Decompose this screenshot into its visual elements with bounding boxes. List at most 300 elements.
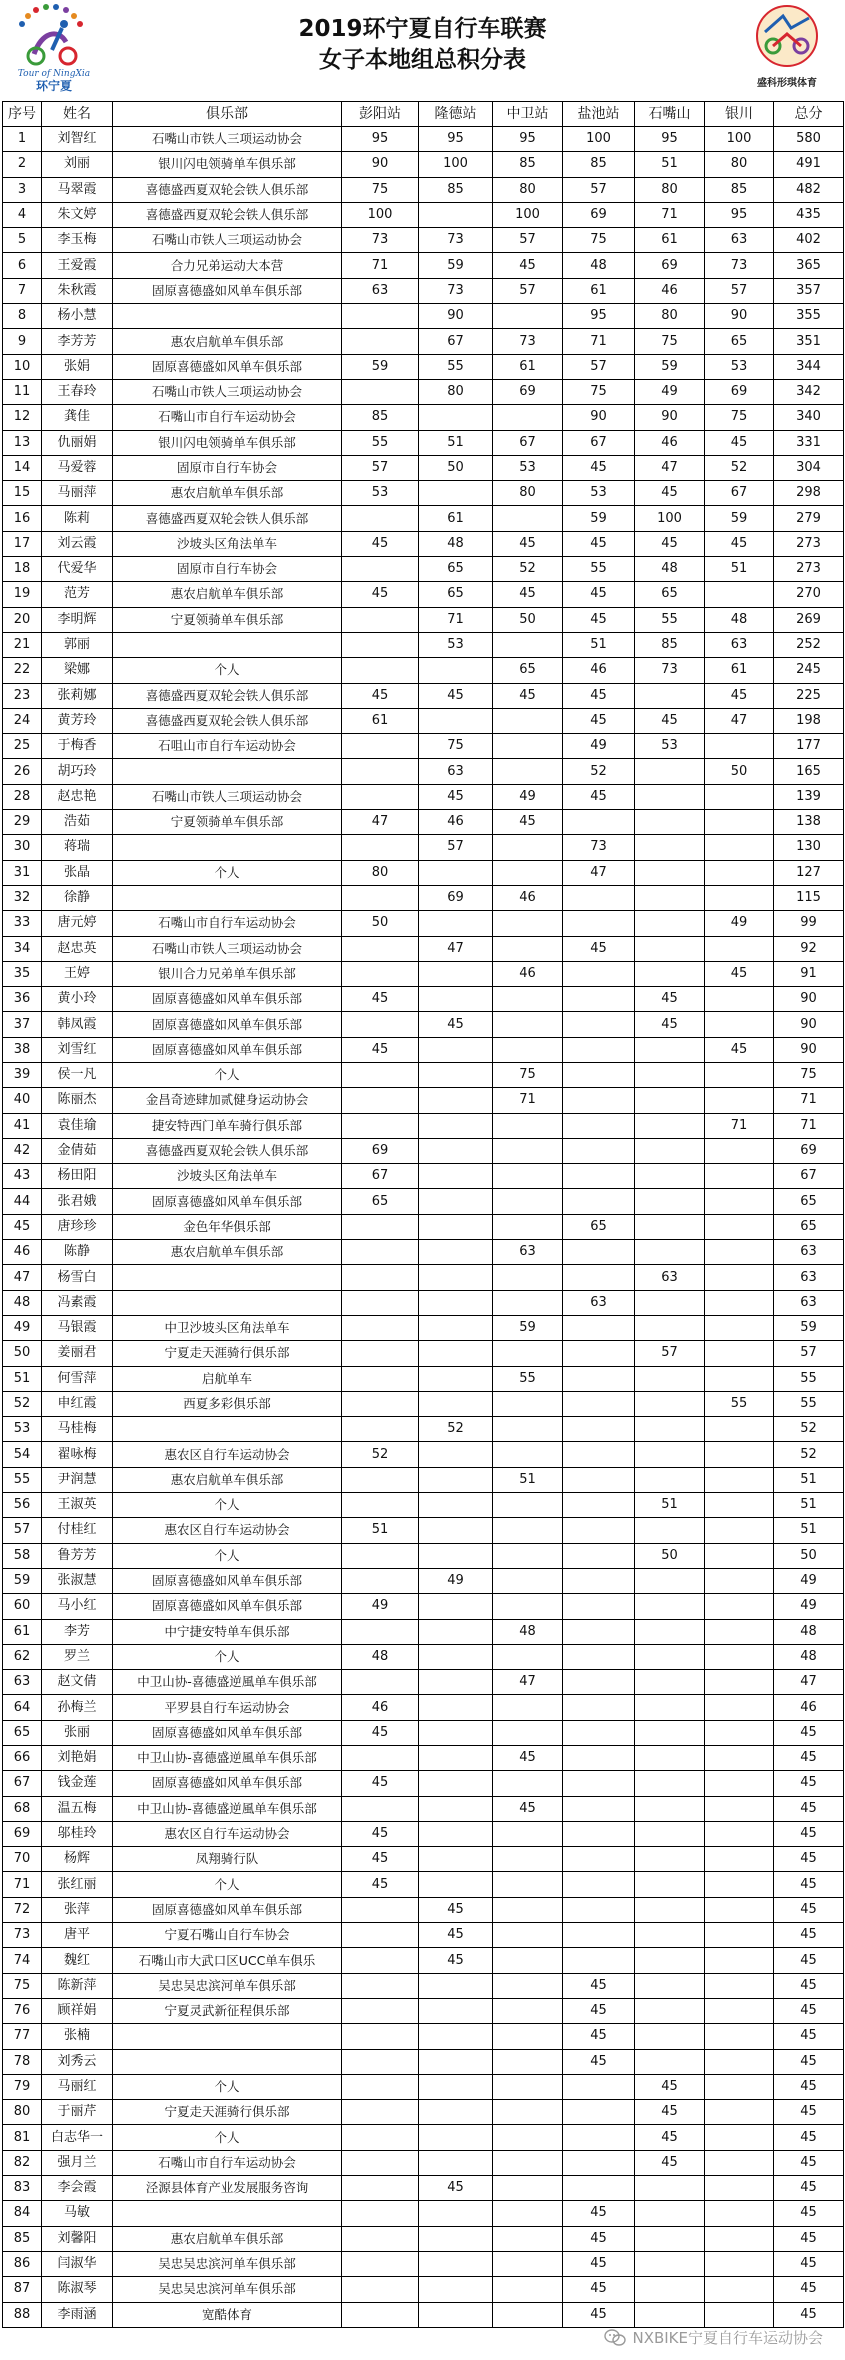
pengyang-cell — [342, 2049, 419, 2074]
table-row — [3, 987, 844, 1012]
longde-cell — [419, 1290, 493, 1315]
total-cell: 45 — [774, 1872, 844, 1897]
table-row — [3, 1088, 844, 1113]
pengyang-cell: 53 — [342, 481, 419, 506]
yinchuan-cell — [705, 1670, 774, 1695]
sponsor-logo-text: 盛科形琪体育 — [757, 78, 817, 89]
longde-cell: 45 — [419, 2176, 493, 2201]
rank-cell: 39 — [3, 1062, 42, 1087]
shizuishan-cell: 69 — [635, 253, 705, 278]
total-cell: 45 — [774, 1847, 844, 1872]
name-cell: 何雪萍 — [42, 1366, 113, 1391]
club-cell: 中卫山协-喜德盛逆風单车俱乐部 — [113, 1670, 342, 1695]
table-row — [3, 1644, 844, 1669]
zhongwei-cell — [493, 860, 563, 885]
club-cell: 喜德盛西夏双轮会铁人俱乐部 — [113, 506, 342, 531]
table-row — [3, 1189, 844, 1214]
shizuishan-cell: 51 — [635, 1493, 705, 1518]
name-cell: 唐珍珍 — [42, 1214, 113, 1239]
rank-cell: 21 — [3, 632, 42, 657]
shizuishan-cell — [635, 1872, 705, 1897]
longde-cell: 48 — [419, 531, 493, 556]
rank-cell: 43 — [3, 1164, 42, 1189]
longde-cell — [419, 2277, 493, 2302]
rank-cell: 72 — [3, 1897, 42, 1922]
yinchuan-cell: 50 — [705, 759, 774, 784]
total-cell: 45 — [774, 1821, 844, 1846]
pengyang-cell: 71 — [342, 253, 419, 278]
total-cell: 90 — [774, 987, 844, 1012]
shizuishan-cell: 75 — [635, 329, 705, 354]
name-cell: 侯一凡 — [42, 1062, 113, 1087]
name-cell: 马爱蓉 — [42, 455, 113, 480]
yinchuan-cell — [705, 1594, 774, 1619]
table-row — [3, 1240, 844, 1265]
name-cell: 张楠 — [42, 2024, 113, 2049]
yanchi-cell — [563, 1518, 635, 1543]
total-cell: 355 — [774, 304, 844, 329]
table-row — [3, 2024, 844, 2049]
rank-cell: 85 — [3, 2226, 42, 2251]
name-cell: 韩凤霞 — [42, 1012, 113, 1037]
total-cell: 63 — [774, 1290, 844, 1315]
club-cell: 惠农启航单车俱乐部 — [113, 481, 342, 506]
yinchuan-cell: 47 — [705, 708, 774, 733]
rank-cell: 46 — [3, 1240, 42, 1265]
table-row — [3, 734, 844, 759]
yanchi-cell: 45 — [563, 2049, 635, 2074]
shizuishan-cell — [635, 860, 705, 885]
yanchi-cell: 90 — [563, 405, 635, 430]
zhongwei-cell — [493, 1391, 563, 1416]
pengyang-cell: 52 — [342, 1442, 419, 1467]
yanchi-cell: 45 — [563, 708, 635, 733]
longde-cell — [419, 1872, 493, 1897]
total-cell: 351 — [774, 329, 844, 354]
shizuishan-cell: 45 — [635, 481, 705, 506]
longde-cell — [419, 481, 493, 506]
shizuishan-cell: 85 — [635, 632, 705, 657]
yanchi-cell: 45 — [563, 784, 635, 809]
total-cell: 92 — [774, 936, 844, 961]
shizuishan-cell — [635, 1037, 705, 1062]
rank-cell: 68 — [3, 1796, 42, 1821]
longde-cell — [419, 202, 493, 227]
yinchuan-cell — [705, 1493, 774, 1518]
yinchuan-cell: 63 — [705, 228, 774, 253]
club-cell: 吴忠吴忠滨河单车俱乐部 — [113, 2251, 342, 2276]
longde-cell — [419, 1644, 493, 1669]
club-cell: 沙坡头区角法单车 — [113, 531, 342, 556]
total-cell: 45 — [774, 2150, 844, 2175]
pengyang-cell: 90 — [342, 152, 419, 177]
yinchuan-cell — [705, 1214, 774, 1239]
name-cell: 王婷 — [42, 961, 113, 986]
pengyang-cell: 73 — [342, 228, 419, 253]
zhongwei-cell: 75 — [493, 1062, 563, 1087]
pengyang-cell — [342, 557, 419, 582]
zhongwei-cell: 50 — [493, 607, 563, 632]
table-row — [3, 683, 844, 708]
pengyang-cell — [342, 1265, 419, 1290]
pengyang-cell — [342, 2251, 419, 2276]
longde-cell — [419, 1265, 493, 1290]
name-cell: 姜丽君 — [42, 1341, 113, 1366]
yinchuan-cell — [705, 987, 774, 1012]
longde-cell — [419, 1543, 493, 1568]
name-cell: 郭丽 — [42, 632, 113, 657]
total-cell: 45 — [774, 2100, 844, 2125]
zhongwei-cell — [493, 2302, 563, 2327]
table-row — [3, 1872, 844, 1897]
yinchuan-cell: 71 — [705, 1113, 774, 1138]
total-cell: 47 — [774, 1670, 844, 1695]
longde-cell — [419, 1240, 493, 1265]
longde-cell — [419, 1062, 493, 1087]
name-cell: 马桂梅 — [42, 1417, 113, 1442]
longde-cell — [419, 708, 493, 733]
club-cell — [113, 885, 342, 910]
name-cell: 顾祥娟 — [42, 1998, 113, 2023]
zhongwei-cell — [493, 1442, 563, 1467]
total-cell: 115 — [774, 885, 844, 910]
pengyang-cell: 55 — [342, 430, 419, 455]
pengyang-cell: 61 — [342, 708, 419, 733]
yanchi-cell — [563, 1189, 635, 1214]
shizuishan-cell: 59 — [635, 354, 705, 379]
zhongwei-cell: 45 — [493, 253, 563, 278]
pengyang-cell: 100 — [342, 202, 419, 227]
table-header-row — [3, 102, 844, 127]
longde-cell: 80 — [419, 379, 493, 404]
yinchuan-cell — [705, 1189, 774, 1214]
club-cell: 石嘴山市铁人三项运动协会 — [113, 784, 342, 809]
yanchi-cell — [563, 1948, 635, 1973]
table-row — [3, 810, 844, 835]
longde-cell — [419, 1973, 493, 1998]
yanchi-cell: 45 — [563, 531, 635, 556]
table-row — [3, 1341, 844, 1366]
total-cell: 482 — [774, 177, 844, 202]
name-cell: 李芳 — [42, 1619, 113, 1644]
club-cell — [113, 1265, 342, 1290]
club-cell: 喜德盛西夏双轮会铁人俱乐部 — [113, 683, 342, 708]
yanchi-cell — [563, 1644, 635, 1669]
pengyang-cell — [342, 1062, 419, 1087]
yinchuan-cell — [705, 2150, 774, 2175]
club-cell: 宁夏领骑单车俱乐部 — [113, 810, 342, 835]
yinchuan-cell — [705, 1012, 774, 1037]
yanchi-cell: 45 — [563, 1998, 635, 2023]
total-cell: 225 — [774, 683, 844, 708]
rank-cell: 61 — [3, 1619, 42, 1644]
table-row — [3, 1214, 844, 1239]
rank-cell: 33 — [3, 911, 42, 936]
yinchuan-cell — [705, 1543, 774, 1568]
yanchi-cell — [563, 1796, 635, 1821]
table-row — [3, 1442, 844, 1467]
shizuishan-cell: 80 — [635, 304, 705, 329]
yinchuan-cell — [705, 2251, 774, 2276]
sponsor-logo-icon — [743, 2, 831, 94]
rank-cell: 73 — [3, 1923, 42, 1948]
table-row — [3, 2176, 844, 2201]
yanchi-cell: 75 — [563, 379, 635, 404]
table-row — [3, 1493, 844, 1518]
pengyang-cell: 45 — [342, 582, 419, 607]
longde-cell: 95 — [419, 127, 493, 152]
zhongwei-cell — [493, 708, 563, 733]
table-row — [3, 152, 844, 177]
total-cell: 51 — [774, 1518, 844, 1543]
shizuishan-cell — [635, 2277, 705, 2302]
club-cell: 惠农启航单车俱乐部 — [113, 582, 342, 607]
yanchi-cell — [563, 1897, 635, 1922]
club-cell: 宁夏石嘴山自行车协会 — [113, 1923, 342, 1948]
yinchuan-cell — [705, 936, 774, 961]
pengyang-cell — [342, 1467, 419, 1492]
rank-cell: 79 — [3, 2074, 42, 2099]
zhongwei-cell: 45 — [493, 810, 563, 835]
col-header-pengyang: 彭阳站 — [342, 102, 419, 127]
shizuishan-cell — [635, 1695, 705, 1720]
shizuishan-cell: 50 — [635, 1543, 705, 1568]
name-cell: 唐元婷 — [42, 911, 113, 936]
shizuishan-cell: 45 — [635, 2074, 705, 2099]
longde-cell: 73 — [419, 228, 493, 253]
rank-cell: 15 — [3, 481, 42, 506]
name-cell: 梁娜 — [42, 658, 113, 683]
total-cell: 331 — [774, 430, 844, 455]
club-cell: 宽酷体育 — [113, 2302, 342, 2327]
longde-cell — [419, 2302, 493, 2327]
name-cell: 刘秀云 — [42, 2049, 113, 2074]
zhongwei-cell — [493, 1417, 563, 1442]
yanchi-cell: 46 — [563, 658, 635, 683]
yanchi-cell: 45 — [563, 2201, 635, 2226]
pengyang-cell — [342, 1568, 419, 1593]
yinchuan-cell — [705, 582, 774, 607]
table-row — [3, 1467, 844, 1492]
table-row — [3, 1265, 844, 1290]
total-cell: 99 — [774, 911, 844, 936]
yanchi-cell — [563, 1442, 635, 1467]
table-row — [3, 1923, 844, 1948]
yanchi-cell: 47 — [563, 860, 635, 885]
pengyang-cell — [342, 329, 419, 354]
name-cell: 代爱华 — [42, 557, 113, 582]
club-cell: 石嘴山市自行车运动协会 — [113, 405, 342, 430]
name-cell: 刘雪红 — [42, 1037, 113, 1062]
yinchuan-cell — [705, 1518, 774, 1543]
total-cell: 138 — [774, 810, 844, 835]
yanchi-cell — [563, 911, 635, 936]
total-cell: 279 — [774, 506, 844, 531]
yanchi-cell — [563, 2100, 635, 2125]
table-row — [3, 708, 844, 733]
name-cell: 申红霞 — [42, 1391, 113, 1416]
watermark-text: NXBIKE宁夏自行车运动协会 — [632, 2329, 823, 2347]
name-cell: 朱文婷 — [42, 202, 113, 227]
table-row — [3, 1771, 844, 1796]
pengyang-cell — [342, 1088, 419, 1113]
shizuishan-cell — [635, 1998, 705, 2023]
shizuishan-cell — [635, 784, 705, 809]
club-cell: 石嘴山市铁人三项运动协会 — [113, 127, 342, 152]
club-cell: 惠农启航单车俱乐部 — [113, 2226, 342, 2251]
zhongwei-cell — [493, 1164, 563, 1189]
total-cell: 304 — [774, 455, 844, 480]
rank-cell: 26 — [3, 759, 42, 784]
shizuishan-cell — [635, 1391, 705, 1416]
name-cell: 浩茹 — [42, 810, 113, 835]
table-row — [3, 430, 844, 455]
club-cell — [113, 2201, 342, 2226]
table-row — [3, 557, 844, 582]
zhongwei-cell: 71 — [493, 1088, 563, 1113]
rank-cell: 59 — [3, 1568, 42, 1593]
score-table — [2, 101, 844, 2328]
name-cell: 钱金莲 — [42, 1771, 113, 1796]
zhongwei-cell — [493, 734, 563, 759]
col-header-total: 总分 — [774, 102, 844, 127]
table-row — [3, 632, 844, 657]
yanchi-cell: 45 — [563, 2277, 635, 2302]
total-cell: 45 — [774, 1998, 844, 2023]
yanchi-cell — [563, 2074, 635, 2099]
name-cell: 朱秋霞 — [42, 278, 113, 303]
rank-cell: 48 — [3, 1290, 42, 1315]
rank-cell: 60 — [3, 1594, 42, 1619]
pengyang-cell — [342, 632, 419, 657]
col-header-shizuishan: 石嘴山 — [635, 102, 705, 127]
club-cell: 捷安特西门单车骑行俱乐部 — [113, 1113, 342, 1138]
club-cell: 合力兄弟运动大本营 — [113, 253, 342, 278]
shizuishan-cell: 45 — [635, 2125, 705, 2150]
yinchuan-cell: 57 — [705, 278, 774, 303]
pengyang-cell: 50 — [342, 911, 419, 936]
yanchi-cell — [563, 1417, 635, 1442]
name-cell: 范芳 — [42, 582, 113, 607]
rank-cell: 25 — [3, 734, 42, 759]
club-cell: 中卫山协-喜德盛逆風单车俱乐部 — [113, 1746, 342, 1771]
yinchuan-cell — [705, 2277, 774, 2302]
table-row — [3, 582, 844, 607]
zhongwei-cell — [493, 2125, 563, 2150]
pengyang-cell — [342, 2201, 419, 2226]
rank-cell: 18 — [3, 557, 42, 582]
club-cell: 固原喜德盛如风单车俱乐部 — [113, 354, 342, 379]
name-cell: 陈淑琴 — [42, 2277, 113, 2302]
name-cell: 罗兰 — [42, 1644, 113, 1669]
total-cell: 50 — [774, 1543, 844, 1568]
longde-cell — [419, 2125, 493, 2150]
longde-cell — [419, 405, 493, 430]
shizuishan-cell: 100 — [635, 506, 705, 531]
yinchuan-cell: 85 — [705, 177, 774, 202]
total-cell: 273 — [774, 557, 844, 582]
rank-cell: 81 — [3, 2125, 42, 2150]
longde-cell — [419, 1796, 493, 1821]
yanchi-cell: 75 — [563, 228, 635, 253]
table-row — [3, 127, 844, 152]
pengyang-cell: 45 — [342, 1771, 419, 1796]
pengyang-cell: 63 — [342, 278, 419, 303]
zhongwei-cell: 100 — [493, 202, 563, 227]
table-row — [3, 379, 844, 404]
table-row — [3, 405, 844, 430]
table-row — [3, 1670, 844, 1695]
total-cell: 198 — [774, 708, 844, 733]
pengyang-cell: 49 — [342, 1594, 419, 1619]
name-cell: 孙梅兰 — [42, 1695, 113, 1720]
zhongwei-cell: 51 — [493, 1467, 563, 1492]
club-cell: 喜德盛西夏双轮会铁人俱乐部 — [113, 708, 342, 733]
club-cell: 固原市自行车协会 — [113, 455, 342, 480]
yinchuan-cell: 45 — [705, 1037, 774, 1062]
table-row — [3, 1594, 844, 1619]
shizuishan-cell: 57 — [635, 1341, 705, 1366]
table-row — [3, 860, 844, 885]
yanchi-cell — [563, 1138, 635, 1163]
club-cell: 金色年华俱乐部 — [113, 1214, 342, 1239]
zhongwei-cell: 52 — [493, 557, 563, 582]
shizuishan-cell — [635, 1771, 705, 1796]
rank-cell: 40 — [3, 1088, 42, 1113]
yanchi-cell: 49 — [563, 734, 635, 759]
name-cell: 马小红 — [42, 1594, 113, 1619]
zhongwei-cell — [493, 1821, 563, 1846]
name-cell: 强月兰 — [42, 2150, 113, 2175]
rank-cell: 87 — [3, 2277, 42, 2302]
zhongwei-cell — [493, 2074, 563, 2099]
zhongwei-cell — [493, 2049, 563, 2074]
yinchuan-cell: 45 — [705, 961, 774, 986]
name-cell: 张淑慧 — [42, 1568, 113, 1593]
name-cell: 张丽 — [42, 1720, 113, 1745]
table-row — [3, 2302, 844, 2327]
club-cell: 固原喜德盛如风单车俱乐部 — [113, 1594, 342, 1619]
table-row — [3, 278, 844, 303]
yinchuan-cell — [705, 2226, 774, 2251]
table-row — [3, 1897, 844, 1922]
shizuishan-cell — [635, 1164, 705, 1189]
zhongwei-cell: 47 — [493, 1670, 563, 1695]
name-cell: 陈静 — [42, 1240, 113, 1265]
zhongwei-cell: 85 — [493, 152, 563, 177]
total-cell: 491 — [774, 152, 844, 177]
rank-cell: 17 — [3, 531, 42, 556]
table-row — [3, 1796, 844, 1821]
club-cell: 中卫山协-喜德盛逆風单车俱乐部 — [113, 1796, 342, 1821]
club-cell: 吴忠吴忠滨河单车俱乐部 — [113, 1973, 342, 1998]
shizuishan-cell: 45 — [635, 1012, 705, 1037]
yinchuan-cell — [705, 1164, 774, 1189]
longde-cell: 51 — [419, 430, 493, 455]
zhongwei-cell — [493, 1037, 563, 1062]
col-header-yanchi: 盐池站 — [563, 102, 635, 127]
zhongwei-cell — [493, 1568, 563, 1593]
col-header-name: 姓名 — [42, 102, 113, 127]
name-cell: 胡巧玲 — [42, 759, 113, 784]
yinchuan-cell — [705, 1138, 774, 1163]
table-row — [3, 1847, 844, 1872]
table-row — [3, 1315, 844, 1340]
club-cell — [113, 632, 342, 657]
yanchi-cell: 45 — [563, 2302, 635, 2327]
shizuishan-cell: 65 — [635, 582, 705, 607]
total-cell: 65 — [774, 1214, 844, 1239]
